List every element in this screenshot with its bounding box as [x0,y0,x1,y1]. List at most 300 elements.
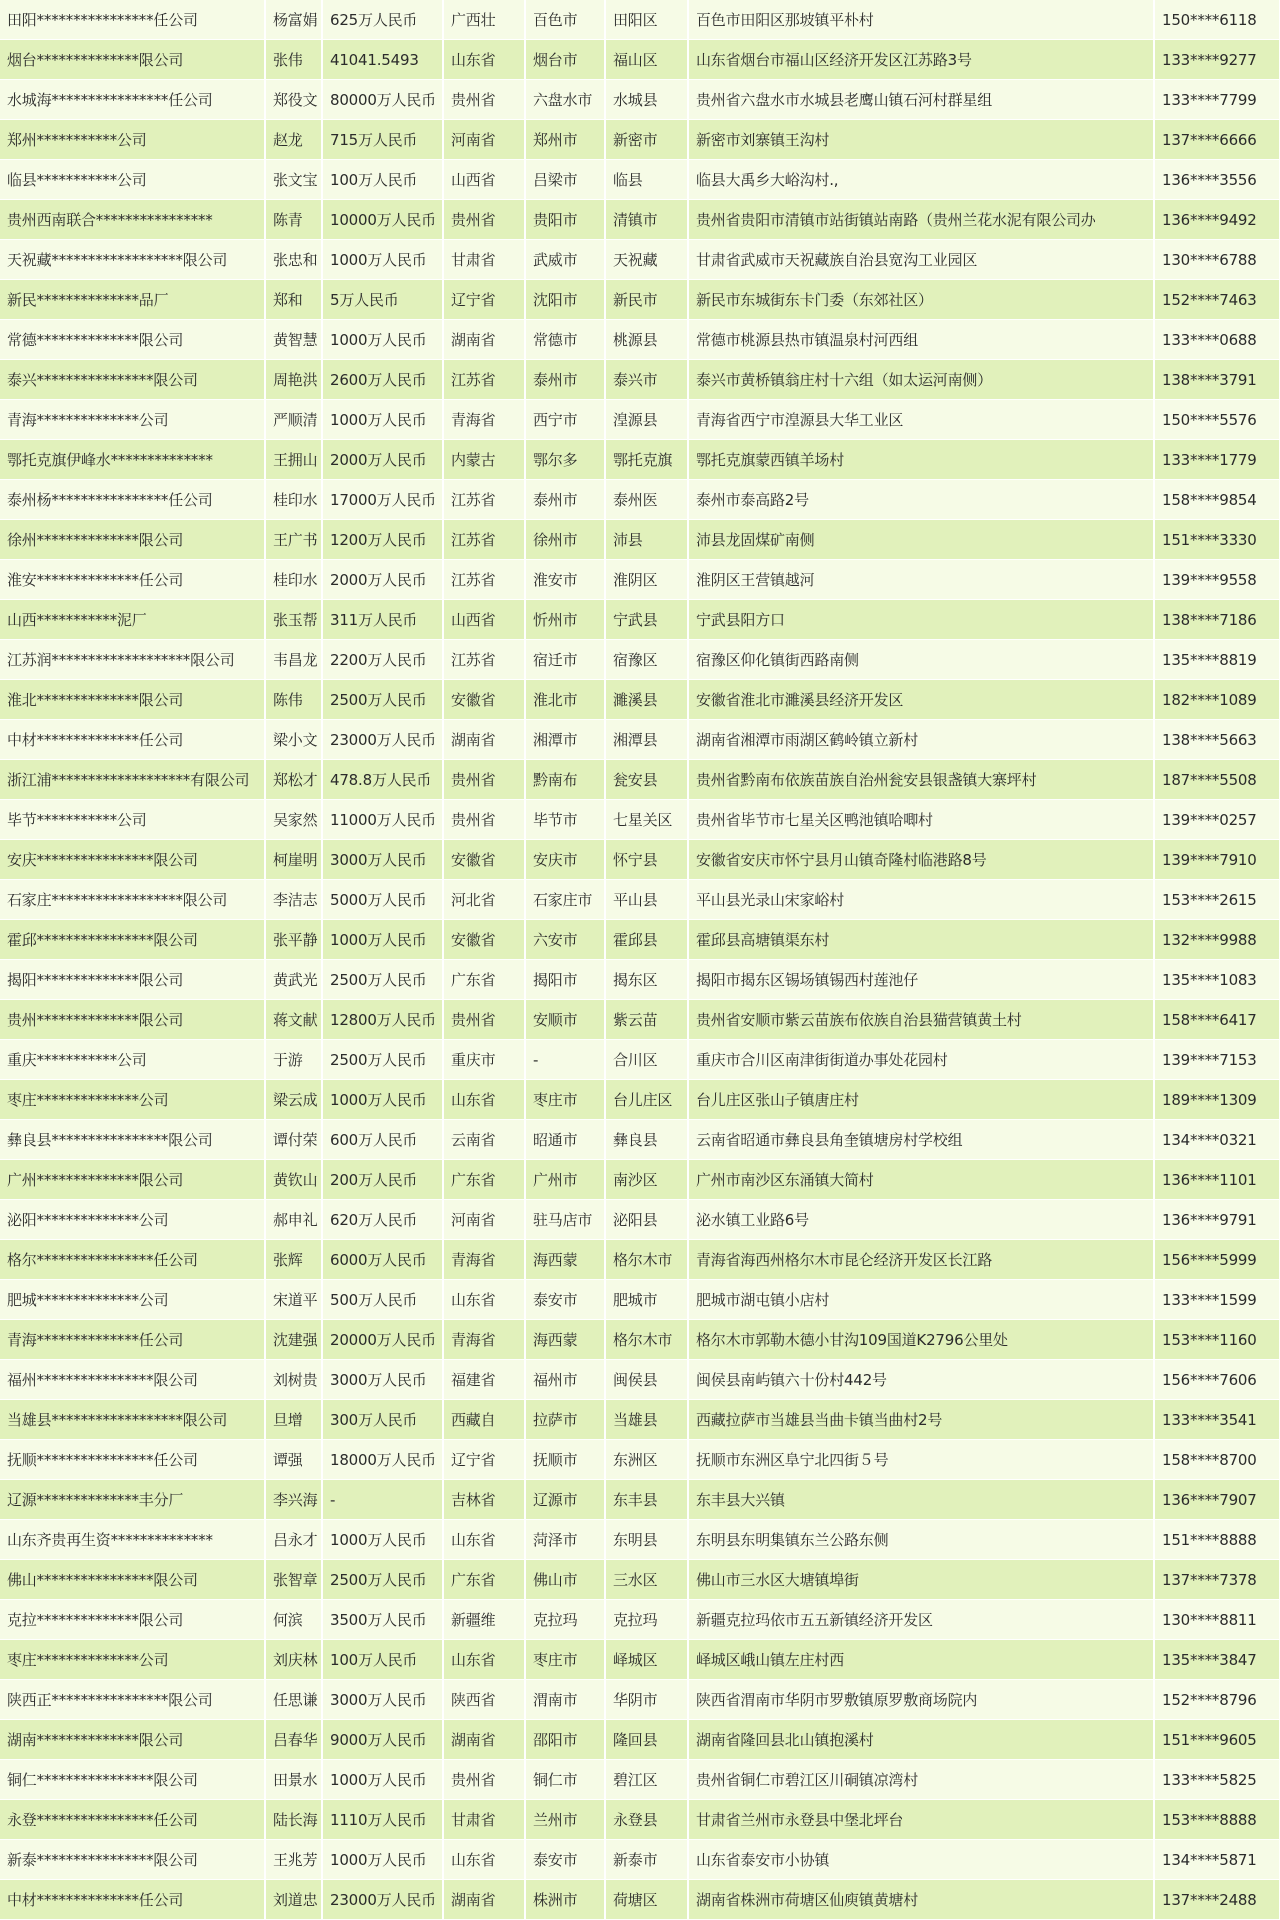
legal-person-cell: 张平静 [265,920,322,960]
city-cell: 淮安市 [525,560,605,600]
phone-cell: 133****9277 [1154,40,1280,80]
district-cell: 格尔木市 [605,1320,688,1360]
table-row [0,840,1280,880]
registered-capital-cell: 20000万人民币 [322,1320,443,1360]
city-cell: 泰州市 [525,360,605,400]
legal-person-cell: 王广书 [265,520,322,560]
province-cell: 安徽省 [443,840,525,880]
city-cell: 辽源市 [525,1480,605,1520]
legal-person-cell: 刘道忠 [265,1880,322,1920]
company-name-cell: 山西***********泥厂 [0,600,265,640]
address-cell: 峄城区峨山镇左庄村西 [688,1640,1154,1680]
address-cell: 甘肃省兰州市永登县中堡北坪台 [688,1800,1154,1840]
district-cell: 宁武县 [605,600,688,640]
registered-capital-cell: 3500万人民币 [322,1600,443,1640]
phone-cell: 132****9988 [1154,920,1280,960]
address-cell: 重庆市合川区南津街街道办事处花园村 [688,1040,1154,1080]
district-cell: 合川区 [605,1040,688,1080]
registered-capital-cell: 2500万人民币 [322,1560,443,1600]
city-cell: 驻马店市 [525,1200,605,1240]
province-cell: 云南省 [443,1120,525,1160]
phone-cell: 153****8888 [1154,1800,1280,1840]
city-cell: 六安市 [525,920,605,960]
legal-person-cell: 谭付荣 [265,1120,322,1160]
legal-person-cell: 于游 [265,1040,322,1080]
company-name-cell: 青海**************公司 [0,400,265,440]
registered-capital-cell: 5万人民币 [322,280,443,320]
phone-cell: 137****6666 [1154,120,1280,160]
legal-person-cell: 郝申礼 [265,1200,322,1240]
province-cell: 青海省 [443,400,525,440]
province-cell: 湖南省 [443,320,525,360]
district-cell: 荷塘区 [605,1880,688,1920]
registered-capital-cell: 9000万人民币 [322,1720,443,1760]
phone-cell: 134****0321 [1154,1120,1280,1160]
registered-capital-cell: 2500万人民币 [322,960,443,1000]
table-row [0,440,1280,480]
address-cell: 抚顺市东洲区阜宁北四街５号 [688,1440,1154,1480]
address-cell: 安徽省安庆市怀宁县月山镇奇隆村临港路8号 [688,840,1154,880]
company-name-cell: 当雄县******************限公司 [0,1400,265,1440]
district-cell: 东明县 [605,1520,688,1560]
company-name-cell: 贵州**************限公司 [0,1000,265,1040]
address-cell: 沛县龙固煤矿南侧 [688,520,1154,560]
city-cell: 泰安市 [525,1840,605,1880]
registered-capital-cell: 3000万人民币 [322,1680,443,1720]
province-cell: 山东省 [443,1080,525,1120]
phone-cell: 153****1160 [1154,1320,1280,1360]
phone-cell: 139****7153 [1154,1040,1280,1080]
city-cell: 安顺市 [525,1000,605,1040]
registered-capital-cell: 500万人民币 [322,1280,443,1320]
legal-person-cell: 李兴海 [265,1480,322,1520]
city-cell: 沈阳市 [525,280,605,320]
phone-cell: 158****6417 [1154,1000,1280,1040]
company-name-cell: 枣庄**************公司 [0,1080,265,1120]
registered-capital-cell: 2000万人民币 [322,560,443,600]
address-cell: 东明县东明集镇东兰公路东侧 [688,1520,1154,1560]
province-cell: 山东省 [443,1520,525,1560]
registered-capital-cell: 23000万人民币 [322,1880,443,1920]
province-cell: 贵州省 [443,200,525,240]
province-cell: 甘肃省 [443,240,525,280]
legal-person-cell: 陈青 [265,200,322,240]
company-name-cell: 彝良县****************限公司 [0,1120,265,1160]
district-cell: 泌阳县 [605,1200,688,1240]
table-row [0,920,1280,960]
registered-capital-cell: 600万人民币 [322,1120,443,1160]
province-cell: 青海省 [443,1320,525,1360]
legal-person-cell: 梁小文 [265,720,322,760]
address-cell: 湖南省隆回县北山镇抱溪村 [688,1720,1154,1760]
district-cell: 泰州医 [605,480,688,520]
table-row [0,1880,1280,1920]
phone-cell: 130****6788 [1154,240,1280,280]
address-cell: 宿豫区仰化镇街西路南侧 [688,640,1154,680]
city-cell: 枣庄市 [525,1080,605,1120]
phone-cell: 133****1599 [1154,1280,1280,1320]
table-row [0,80,1280,120]
table-row [0,1480,1280,1520]
province-cell: 内蒙古 [443,440,525,480]
province-cell: 新疆维 [443,1600,525,1640]
legal-person-cell: 柯崖明 [265,840,322,880]
company-name-cell: 天祝藏******************限公司 [0,240,265,280]
legal-person-cell: 张忠和 [265,240,322,280]
phone-cell: 150****6118 [1154,0,1280,40]
table-row [0,600,1280,640]
city-cell: 泰州市 [525,480,605,520]
table-row [0,1720,1280,1760]
phone-cell: 187****5508 [1154,760,1280,800]
province-cell: 广东省 [443,1160,525,1200]
address-cell: 贵州省毕节市七星关区鸭池镇哈唧村 [688,800,1154,840]
city-cell: 揭阳市 [525,960,605,1000]
district-cell: 闽侯县 [605,1360,688,1400]
table-row [0,1000,1280,1040]
legal-person-cell: 黄智慧 [265,320,322,360]
phone-cell: 182****1089 [1154,680,1280,720]
legal-person-cell: 张辉 [265,1240,322,1280]
city-cell: 忻州市 [525,600,605,640]
table-row [0,200,1280,240]
registered-capital-cell: 5000万人民币 [322,880,443,920]
company-name-cell: 佛山****************限公司 [0,1560,265,1600]
legal-person-cell: 蒋文献 [265,1000,322,1040]
address-cell: 临县大禹乡大峪沟村., [688,160,1154,200]
province-cell: 河南省 [443,120,525,160]
phone-cell: 134****5871 [1154,1840,1280,1880]
company-name-cell: 肥城**************公司 [0,1280,265,1320]
registered-capital-cell: 1000万人民币 [322,1760,443,1800]
district-cell: 霍邱县 [605,920,688,960]
city-cell: 枣庄市 [525,1640,605,1680]
company-name-cell: 毕节***********公司 [0,800,265,840]
district-cell: 永登县 [605,1800,688,1840]
city-cell: 吕梁市 [525,160,605,200]
registered-capital-cell: 41041.5493 [322,40,443,80]
phone-cell: 139****0257 [1154,800,1280,840]
table-row [0,360,1280,400]
company-name-cell: 格尔****************任公司 [0,1240,265,1280]
province-cell: 安徽省 [443,680,525,720]
address-cell: 西藏拉萨市当雄县当曲卡镇当曲村2号 [688,1400,1154,1440]
phone-cell: 136****3556 [1154,160,1280,200]
province-cell: 湖南省 [443,720,525,760]
city-cell: 海西蒙 [525,1240,605,1280]
district-cell: 紫云苗 [605,1000,688,1040]
district-cell: 天祝藏 [605,240,688,280]
company-name-cell: 铜仁****************限公司 [0,1760,265,1800]
province-cell: 广西壮 [443,0,525,40]
city-cell: 湘潭市 [525,720,605,760]
district-cell: 南沙区 [605,1160,688,1200]
registered-capital-cell: 311万人民币 [322,600,443,640]
phone-cell: 130****8811 [1154,1600,1280,1640]
address-cell: 青海省海西州格尔木市昆仑经济开发区长江路 [688,1240,1154,1280]
province-cell: 江苏省 [443,360,525,400]
company-name-cell: 常德**************限公司 [0,320,265,360]
address-cell: 闽侯县南屿镇六十份村442号 [688,1360,1154,1400]
company-name-cell: 湖南**************限公司 [0,1720,265,1760]
city-cell: 渭南市 [525,1680,605,1720]
table-row [0,680,1280,720]
legal-person-cell: 张伟 [265,40,322,80]
company-name-cell: 浙江浦*******************有限公司 [0,760,265,800]
address-cell: 平山县光录山宋家峪村 [688,880,1154,920]
district-cell: 桃源县 [605,320,688,360]
phone-cell: 152****8796 [1154,1680,1280,1720]
address-cell: 贵州省铜仁市碧江区川硐镇凉湾村 [688,1760,1154,1800]
registered-capital-cell: 1000万人民币 [322,1520,443,1560]
district-cell: 揭东区 [605,960,688,1000]
registered-capital-cell: 1000万人民币 [322,320,443,360]
city-cell: 徐州市 [525,520,605,560]
company-name-cell: 青海**************任公司 [0,1320,265,1360]
registered-capital-cell: 625万人民币 [322,0,443,40]
address-cell: 淮阴区王营镇越河 [688,560,1154,600]
province-cell: 江苏省 [443,560,525,600]
address-cell: 百色市田阳区那坡镇平朴村 [688,0,1154,40]
company-name-cell: 山东齐贵再生资************** [0,1520,265,1560]
legal-person-cell: 田景水 [265,1760,322,1800]
table-row [0,240,1280,280]
registered-capital-cell: 12800万人民币 [322,1000,443,1040]
phone-cell: 158****9854 [1154,480,1280,520]
address-cell: 山东省烟台市福山区经济开发区江苏路3号 [688,40,1154,80]
company-name-cell: 泌阳**************公司 [0,1200,265,1240]
legal-person-cell: 吴家然 [265,800,322,840]
company-name-cell: 田阳****************任公司 [0,0,265,40]
company-name-cell: 重庆***********公司 [0,1040,265,1080]
registered-capital-cell: 1000万人民币 [322,920,443,960]
registered-capital-cell: 6000万人民币 [322,1240,443,1280]
district-cell: 田阳区 [605,0,688,40]
district-cell: 肥城市 [605,1280,688,1320]
registered-capital-cell: 1000万人民币 [322,1840,443,1880]
district-cell: 东洲区 [605,1440,688,1480]
table-row [0,1840,1280,1880]
address-cell: 泰州市泰高路2号 [688,480,1154,520]
phone-cell: 136****9791 [1154,1200,1280,1240]
phone-cell: 136****1101 [1154,1160,1280,1200]
province-cell: 贵州省 [443,80,525,120]
legal-person-cell: 桂印水 [265,480,322,520]
company-name-cell: 抚顺****************任公司 [0,1440,265,1480]
district-cell: 当雄县 [605,1400,688,1440]
legal-person-cell: 谭强 [265,1440,322,1480]
legal-person-cell: 李洁志 [265,880,322,920]
address-cell: 云南省昭通市彝良县角奎镇塘房村学校组 [688,1120,1154,1160]
company-name-cell: 克拉**************限公司 [0,1600,265,1640]
company-name-cell: 枣庄**************公司 [0,1640,265,1680]
company-name-cell: 揭阳**************限公司 [0,960,265,1000]
legal-person-cell: 郑和 [265,280,322,320]
phone-cell: 156****7606 [1154,1360,1280,1400]
table-row [0,1520,1280,1560]
registered-capital-cell: 620万人民币 [322,1200,443,1240]
company-name-cell: 广州**************限公司 [0,1160,265,1200]
phone-cell: 136****7907 [1154,1480,1280,1520]
registered-capital-cell: 1110万人民币 [322,1800,443,1840]
province-cell: 青海省 [443,1240,525,1280]
province-cell: 贵州省 [443,800,525,840]
table-row [0,880,1280,920]
registered-capital-cell: 2500万人民币 [322,680,443,720]
legal-person-cell: 沈建强 [265,1320,322,1360]
registered-capital-cell: 200万人民币 [322,1160,443,1200]
registered-capital-cell: 2000万人民币 [322,440,443,480]
registered-capital-cell: 23000万人民币 [322,720,443,760]
table-row [0,520,1280,560]
district-cell: 平山县 [605,880,688,920]
district-cell: 克拉玛 [605,1600,688,1640]
province-cell: 广东省 [443,1560,525,1600]
registered-capital-cell: 300万人民币 [322,1400,443,1440]
city-cell: 广州市 [525,1160,605,1200]
city-cell: 烟台市 [525,40,605,80]
phone-cell: 133****3541 [1154,1400,1280,1440]
table-row [0,640,1280,680]
legal-person-cell: 桂印水 [265,560,322,600]
registered-capital-cell: 1200万人民币 [322,520,443,560]
province-cell: 甘肃省 [443,1800,525,1840]
province-cell: 江苏省 [443,520,525,560]
company-name-cell: 陕西正****************限公司 [0,1680,265,1720]
province-cell: 江苏省 [443,640,525,680]
district-cell: 淮阴区 [605,560,688,600]
province-cell: 山西省 [443,160,525,200]
registered-capital-cell: 478.8万人民币 [322,760,443,800]
phone-cell: 151****8888 [1154,1520,1280,1560]
district-cell: 华阴市 [605,1680,688,1720]
district-cell: 瓮安县 [605,760,688,800]
province-cell: 吉林省 [443,1480,525,1520]
company-name-cell: 中材**************任公司 [0,720,265,760]
phone-cell: 139****9558 [1154,560,1280,600]
city-cell: 淮北市 [525,680,605,720]
address-cell: 贵州省安顺市紫云苗族布依族自治县猫营镇黄土村 [688,1000,1154,1040]
city-cell: 六盘水市 [525,80,605,120]
company-name-cell: 贵州西南联合**************** [0,200,265,240]
phone-cell: 138****7186 [1154,600,1280,640]
city-cell: 佛山市 [525,1560,605,1600]
table-row [0,1120,1280,1160]
table-row [0,1240,1280,1280]
legal-person-cell: 吕永才 [265,1520,322,1560]
legal-person-cell: 何滨 [265,1600,322,1640]
legal-person-cell: 刘庆林 [265,1640,322,1680]
company-name-cell: 新民**************品厂 [0,280,265,320]
legal-person-cell: 王兆芳 [265,1840,322,1880]
district-cell: 七星关区 [605,800,688,840]
legal-person-cell: 郑松才 [265,760,322,800]
phone-cell: 133****1779 [1154,440,1280,480]
legal-person-cell: 旦增 [265,1400,322,1440]
table-row [0,960,1280,1000]
province-cell: 重庆市 [443,1040,525,1080]
phone-cell: 135****3847 [1154,1640,1280,1680]
phone-cell: 138****3791 [1154,360,1280,400]
company-name-cell: 郑州***********公司 [0,120,265,160]
city-cell: 邵阳市 [525,1720,605,1760]
district-cell: 新民市 [605,280,688,320]
province-cell: 贵州省 [443,1000,525,1040]
table-row [0,1360,1280,1400]
address-cell: 贵州省黔南布依族苗族自治州瓮安县银盏镇大寨坪村 [688,760,1154,800]
city-cell: 克拉玛 [525,1600,605,1640]
district-cell: 东丰县 [605,1480,688,1520]
table-row [0,800,1280,840]
registered-capital-cell: 3000万人民币 [322,1360,443,1400]
phone-cell: 150****5576 [1154,400,1280,440]
city-cell: 宿迁市 [525,640,605,680]
province-cell: 广东省 [443,960,525,1000]
district-cell: 三水区 [605,1560,688,1600]
table-row [0,1560,1280,1600]
province-cell: 西藏自 [443,1400,525,1440]
phone-cell: 137****2488 [1154,1880,1280,1920]
province-cell: 辽宁省 [443,280,525,320]
address-cell: 台儿庄区张山子镇唐庄村 [688,1080,1154,1120]
district-cell: 泰兴市 [605,360,688,400]
registered-capital-cell: 715万人民币 [322,120,443,160]
registered-capital-cell: 18000万人民币 [322,1440,443,1480]
company-name-cell: 鄂托克旗伊峰水************** [0,440,265,480]
company-name-cell: 临县***********公司 [0,160,265,200]
company-name-cell: 淮安**************任公司 [0,560,265,600]
legal-person-cell: 黄武光 [265,960,322,1000]
legal-person-cell: 任思谦 [265,1680,322,1720]
table-row [0,1040,1280,1080]
company-name-cell: 新泰****************限公司 [0,1840,265,1880]
phone-cell: 133****7799 [1154,80,1280,120]
table-row [0,400,1280,440]
table-row [0,1680,1280,1720]
phone-cell: 133****0688 [1154,320,1280,360]
address-cell: 甘肃省武威市天祝藏族自治县宽沟工业园区 [688,240,1154,280]
phone-cell: 139****7910 [1154,840,1280,880]
address-cell: 新密市刘寨镇王沟村 [688,120,1154,160]
district-cell: 新泰市 [605,1840,688,1880]
district-cell: 鄂托克旗 [605,440,688,480]
city-cell: 菏泽市 [525,1520,605,1560]
table-row [0,1760,1280,1800]
registered-capital-cell: 1000万人民币 [322,400,443,440]
company-name-cell: 安庆****************限公司 [0,840,265,880]
city-cell: 常德市 [525,320,605,360]
phone-cell: 138****5663 [1154,720,1280,760]
district-cell: 福山区 [605,40,688,80]
company-name-cell: 水城海****************任公司 [0,80,265,120]
city-cell: 贵阳市 [525,200,605,240]
address-cell: 安徽省淮北市濉溪县经济开发区 [688,680,1154,720]
district-cell: 宿豫区 [605,640,688,680]
table-row [0,480,1280,520]
table-row [0,40,1280,80]
address-cell: 青海省西宁市湟源县大华工业区 [688,400,1154,440]
registered-capital-cell: 10000万人民币 [322,200,443,240]
legal-person-cell: 严顺清 [265,400,322,440]
province-cell: 山东省 [443,40,525,80]
address-cell: 格尔木市郭勒木德小甘沟109国道K2796公里处 [688,1320,1154,1360]
phone-cell: 189****1309 [1154,1080,1280,1120]
city-cell: 泰安市 [525,1280,605,1320]
province-cell: 湖南省 [443,1880,525,1920]
table-row [0,280,1280,320]
province-cell: 河南省 [443,1200,525,1240]
city-cell: 石家庄市 [525,880,605,920]
